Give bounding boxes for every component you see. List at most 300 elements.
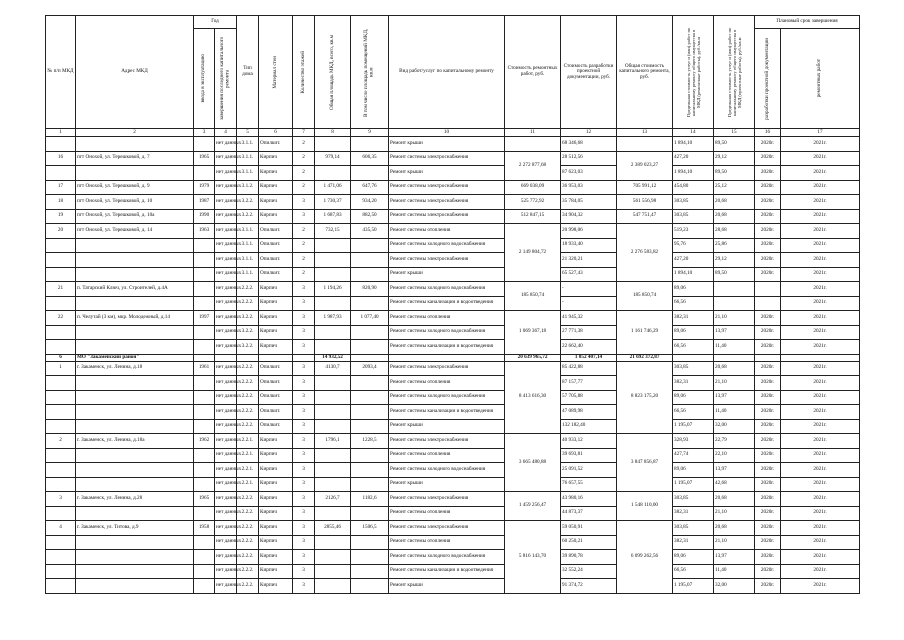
design-cost-cell: 27 771,38 bbox=[561, 325, 617, 340]
total-area-cell bbox=[315, 376, 351, 391]
max-cost-design-cell bbox=[714, 282, 755, 297]
deadline-design-cell bbox=[755, 296, 781, 311]
floors-cell: 3 bbox=[293, 550, 315, 565]
premises-area-cell: 2093,4 bbox=[351, 361, 389, 376]
deadline-design-cell: 2020г. bbox=[755, 477, 781, 492]
empty-cell bbox=[237, 354, 259, 361]
premises-area-cell bbox=[351, 253, 389, 268]
premises-area-cell bbox=[351, 166, 389, 181]
deadline-design-cell: 2020г. bbox=[755, 325, 781, 340]
table-row bbox=[46, 434, 860, 449]
work-type-cell: Ремонт системы отопления bbox=[389, 311, 505, 326]
total-area-cell: 2855,46 bbox=[315, 521, 351, 536]
year-repair-cell: нет данных bbox=[215, 311, 237, 326]
floors-cell: 3 bbox=[293, 296, 315, 311]
row-number bbox=[46, 166, 76, 181]
total-area-cell bbox=[315, 166, 351, 181]
year-repair-cell: нет данных bbox=[215, 224, 237, 239]
max-cost-work-cell: 1 195,07 bbox=[673, 419, 714, 434]
column-number: 17 bbox=[781, 129, 860, 137]
section-name: МО "Закаменский район" bbox=[76, 354, 194, 361]
house-type-cell: 3.2.2. bbox=[237, 209, 259, 224]
year-commission-cell bbox=[194, 564, 215, 579]
deadline-design-cell: 2020г. bbox=[755, 238, 781, 253]
floors-cell: 3 bbox=[293, 521, 315, 536]
column-number: 12 bbox=[561, 129, 617, 137]
house-type-cell: 3.2.2. bbox=[237, 340, 259, 355]
floors-cell: 3 bbox=[293, 463, 315, 478]
floors-cell: 3 bbox=[293, 325, 315, 340]
work-type-cell: Ремонт крыши bbox=[389, 137, 505, 152]
row-number: 1 bbox=[46, 361, 76, 376]
total-area-cell: 732,15 bbox=[315, 224, 351, 239]
table-row bbox=[46, 477, 860, 492]
floors-cell: 3 bbox=[293, 340, 315, 355]
deadline-work-cell: 2021г. bbox=[781, 238, 860, 253]
row-number bbox=[46, 550, 76, 565]
wall-material-cell: Кирпич bbox=[259, 166, 293, 181]
address-cell bbox=[76, 238, 194, 253]
deadline-work-cell: 2021г. bbox=[781, 267, 860, 282]
table-row bbox=[46, 209, 860, 224]
empty-cell bbox=[714, 354, 755, 361]
premises-area-cell bbox=[351, 296, 389, 311]
wall-material-cell: Кирпич bbox=[259, 180, 293, 195]
year-repair-cell: нет данных bbox=[215, 296, 237, 311]
table-row bbox=[46, 550, 860, 565]
deadline-work-cell: 2021г. bbox=[781, 376, 860, 391]
work-type-cell: Ремонт системы электроснабжения bbox=[389, 180, 505, 195]
deadline-design-cell: 2020г. bbox=[755, 492, 781, 507]
repair-cost-cell bbox=[505, 137, 561, 152]
year-commission-cell bbox=[194, 296, 215, 311]
wall-material-cell: Опилкит. bbox=[259, 376, 293, 391]
premises-area-cell: 882,50 bbox=[351, 209, 389, 224]
year-commission-cell bbox=[194, 448, 215, 463]
deadline-design-cell: 2020г. bbox=[755, 267, 781, 282]
max-cost-work-cell: 427,20 bbox=[673, 253, 714, 268]
work-type-cell: Ремонт системы электроснабжения bbox=[389, 434, 505, 449]
year-repair-cell: нет данных bbox=[215, 195, 237, 210]
address-cell: п. Татарский Ключ, ул. Строителей, д.4А bbox=[76, 282, 194, 297]
floors-cell: 3 bbox=[293, 506, 315, 521]
table-row bbox=[46, 448, 860, 463]
max-cost-design-cell: 89,50 bbox=[714, 166, 755, 181]
deadline-work-cell: 2021г. bbox=[781, 535, 860, 550]
work-type-cell: Ремонт системы канализации и водоотведения bbox=[389, 296, 505, 311]
year-commission-cell: 1979 bbox=[194, 180, 215, 195]
max-cost-work-cell: 89,06 bbox=[673, 282, 714, 297]
column-number: 7 bbox=[293, 129, 315, 137]
year-repair-cell: нет данных bbox=[215, 282, 237, 297]
address-cell bbox=[76, 564, 194, 579]
floors-cell: 2 bbox=[293, 151, 315, 166]
total-area-cell: 1796,1 bbox=[315, 434, 351, 449]
design-cost-cell: 36 953,03 bbox=[561, 180, 617, 195]
deadline-work-cell: 2021г. bbox=[781, 434, 860, 449]
year-repair-cell: нет данных bbox=[215, 463, 237, 478]
premises-area-cell bbox=[351, 448, 389, 463]
table-row bbox=[46, 282, 860, 297]
premises-area-cell bbox=[351, 340, 389, 355]
year-commission-cell bbox=[194, 282, 215, 297]
max-cost-work-cell: 303,85 bbox=[673, 361, 714, 376]
wall-material-cell: Кирпич bbox=[259, 535, 293, 550]
deadline-design-cell: 2020г. bbox=[755, 521, 781, 536]
year-repair-cell: нет данных bbox=[215, 390, 237, 405]
address-cell bbox=[76, 137, 194, 152]
year-repair-cell: нет данных bbox=[215, 492, 237, 507]
total-area-cell bbox=[315, 448, 351, 463]
max-cost-work-cell: 382,31 bbox=[673, 506, 714, 521]
table-row bbox=[46, 361, 860, 376]
house-type-cell: 2.2.2. bbox=[237, 492, 259, 507]
repair-cost-cell: 3 665 480,88 bbox=[505, 434, 561, 492]
work-type-cell: Ремонт системы холодного водоснабжения bbox=[389, 238, 505, 253]
premises-area-cell bbox=[351, 564, 389, 579]
year-commission-cell bbox=[194, 405, 215, 420]
max-cost-design-cell: 25,86 bbox=[714, 238, 755, 253]
house-type-cell: 2.2.2. bbox=[237, 579, 259, 594]
row-number: 19 bbox=[46, 209, 76, 224]
deadline-design-cell: 2020г. bbox=[755, 448, 781, 463]
wall-material-cell: Кирпич bbox=[259, 434, 293, 449]
column-number: 15 bbox=[714, 129, 755, 137]
year-commission-cell: 1987 bbox=[194, 195, 215, 210]
year-commission-cell: 1965 bbox=[194, 492, 215, 507]
deadline-work-cell: 2021г. bbox=[781, 325, 860, 340]
total-cost-cell bbox=[617, 137, 673, 152]
deadline-work-cell: 2021г. bbox=[781, 521, 860, 536]
work-type-cell: Ремонт системы отопления bbox=[389, 224, 505, 239]
max-cost-design-cell: 42,68 bbox=[714, 477, 755, 492]
total-area-cell bbox=[315, 340, 351, 355]
row-number bbox=[46, 419, 76, 434]
premises-area-cell bbox=[351, 390, 389, 405]
header-total-cost: Общая стоимость капитального ремонта, руб. bbox=[617, 16, 673, 129]
row-number bbox=[46, 390, 76, 405]
deadline-design-cell: 2020г. bbox=[755, 311, 781, 326]
total-cost-cell: 2 389 023,27 bbox=[617, 151, 673, 180]
total-area-cell bbox=[315, 550, 351, 565]
premises-area-cell: 820,90 bbox=[351, 282, 389, 297]
work-type-cell: Ремонт системы электроснабжения bbox=[389, 521, 505, 536]
premises-area-cell bbox=[351, 477, 389, 492]
deadline-design-cell: 2020г. bbox=[755, 434, 781, 449]
house-type-cell: 3.1.2. bbox=[237, 180, 259, 195]
row-number: 3 bbox=[46, 492, 76, 507]
max-cost-design-cell: 11,40 bbox=[714, 405, 755, 420]
premises-area-cell bbox=[351, 535, 389, 550]
work-type-cell: Ремонт системы холодного водоснабжения bbox=[389, 282, 505, 297]
column-number: 1 bbox=[46, 129, 76, 137]
header-floors: Количество этажей bbox=[293, 16, 315, 129]
wall-material-cell: Опилкит. bbox=[259, 238, 293, 253]
address-cell: г. Закаменск, ул. Титова, д.9 bbox=[76, 521, 194, 536]
max-cost-design-cell: 29,12 bbox=[714, 253, 755, 268]
table-row bbox=[46, 564, 860, 579]
row-number: 16 bbox=[46, 151, 76, 166]
house-type-cell: 2.2.2. bbox=[237, 535, 259, 550]
address-cell bbox=[76, 506, 194, 521]
table-row bbox=[46, 492, 860, 507]
max-cost-design-cell: 21,10 bbox=[714, 376, 755, 391]
total-area-cell: 1 194,26 bbox=[315, 282, 351, 297]
empty-cell bbox=[673, 354, 714, 361]
register-sheet bbox=[45, 15, 860, 594]
table-row bbox=[46, 267, 860, 282]
wall-material-cell: Кирпич bbox=[259, 195, 293, 210]
year-repair-cell: нет данных bbox=[215, 267, 237, 282]
deadline-work-cell: 2021г. bbox=[781, 506, 860, 521]
design-cost-cell: 132 182,40 bbox=[561, 419, 617, 434]
row-number: 18 bbox=[46, 195, 76, 210]
row-number bbox=[46, 448, 76, 463]
premises-area-cell bbox=[351, 267, 389, 282]
premises-area-cell: 647,76 bbox=[351, 180, 389, 195]
design-cost-cell: 91 374,72 bbox=[561, 579, 617, 594]
deadline-work-cell: 2021г. bbox=[781, 579, 860, 594]
repair-cost-cell: 2 149 804,72 bbox=[505, 224, 561, 282]
year-repair-cell: нет данных bbox=[215, 361, 237, 376]
repair-cost-cell: 8 413 616,30 bbox=[505, 361, 561, 434]
header-year-last-repair: завершения последнего капитального ремонта bbox=[215, 29, 237, 129]
table-row bbox=[46, 521, 860, 536]
year-commission-cell: 1962 bbox=[194, 434, 215, 449]
max-cost-design-cell: 20,68 bbox=[714, 361, 755, 376]
design-cost-cell: 59 050,91 bbox=[561, 521, 617, 536]
house-type-cell: 2.2.2. bbox=[237, 282, 259, 297]
max-cost-design-cell: 32,00 bbox=[714, 419, 755, 434]
max-cost-design-cell: 32,00 bbox=[714, 579, 755, 594]
table-row bbox=[46, 325, 860, 340]
year-commission-cell bbox=[194, 390, 215, 405]
year-repair-cell: нет данных bbox=[215, 340, 237, 355]
house-type-cell: 2.2.2. bbox=[237, 564, 259, 579]
deadline-design-cell: 2020г. bbox=[755, 376, 781, 391]
capital-repair-table bbox=[45, 15, 860, 594]
address-cell bbox=[76, 419, 194, 434]
year-repair-cell: нет данных bbox=[215, 448, 237, 463]
row-number bbox=[46, 267, 76, 282]
header-deadline-group: Плановый срок завершения bbox=[755, 16, 860, 29]
total-area-cell bbox=[315, 137, 351, 152]
house-type-cell: 2.2.2. bbox=[237, 296, 259, 311]
floors-cell: 2 bbox=[293, 267, 315, 282]
house-type-cell: 3.1.1. bbox=[237, 151, 259, 166]
work-type-cell: Ремонт системы электроснабжения bbox=[389, 195, 505, 210]
deadline-work-cell: 2021г. bbox=[781, 253, 860, 268]
deadline-work-cell: 2021г. bbox=[781, 137, 860, 152]
empty-cell bbox=[755, 354, 781, 361]
deadline-design-cell: 2020г. bbox=[755, 340, 781, 355]
wall-material-cell: Опилкит. bbox=[259, 224, 293, 239]
design-cost-cell: - bbox=[561, 296, 617, 311]
column-number: 11 bbox=[505, 129, 561, 137]
work-type-cell: Ремонт крыши bbox=[389, 419, 505, 434]
house-type-cell: 3.1.1. bbox=[237, 137, 259, 152]
deadline-design-cell: 2020г. bbox=[755, 137, 781, 152]
max-cost-work-cell: 1 894,10 bbox=[673, 166, 714, 181]
max-cost-work-cell: 303,85 bbox=[673, 521, 714, 536]
premises-area-cell bbox=[351, 419, 389, 434]
deadline-work-cell: 2021г. bbox=[781, 282, 860, 297]
year-commission-cell: 1958 bbox=[194, 521, 215, 536]
row-number bbox=[46, 564, 76, 579]
repair-cost-cell: 1 069 367,18 bbox=[505, 311, 561, 355]
section-area: 14 932,52 bbox=[315, 354, 351, 361]
year-repair-cell: нет данных bbox=[215, 535, 237, 550]
house-type-cell: 2.2.2. bbox=[237, 506, 259, 521]
deadline-design-cell: 2020г. bbox=[755, 419, 781, 434]
design-cost-cell: 25 091,52 bbox=[561, 463, 617, 478]
wall-material-cell: Кирпич bbox=[259, 340, 293, 355]
deadline-work-cell: 2021г. bbox=[781, 448, 860, 463]
header-house-type: Тип дома bbox=[237, 16, 259, 129]
address-cell bbox=[76, 477, 194, 492]
work-type-cell: Ремонт системы канализации и водоотведения bbox=[389, 340, 505, 355]
address-cell: г. Закаменск, ул. Ленина, д.18а bbox=[76, 434, 194, 449]
deadline-work-cell: 2021г. bbox=[781, 405, 860, 420]
deadline-design-cell: 2020г. bbox=[755, 535, 781, 550]
row-number: 4 bbox=[46, 521, 76, 536]
premises-area-cell bbox=[351, 579, 389, 594]
house-type-cell: 2.2.1. bbox=[237, 477, 259, 492]
year-commission-cell bbox=[194, 267, 215, 282]
max-cost-design-cell: 22,79 bbox=[714, 434, 755, 449]
max-cost-work-cell: 427,20 bbox=[673, 151, 714, 166]
deadline-design-cell: 2020г. bbox=[755, 224, 781, 239]
year-commission-cell bbox=[194, 463, 215, 478]
deadline-design-cell: 2020г. bbox=[755, 506, 781, 521]
repair-cost-cell: 669 038,09 bbox=[505, 180, 561, 195]
premises-area-cell: 1506,5 bbox=[351, 521, 389, 536]
total-cost-cell: 561 556,98 bbox=[617, 195, 673, 210]
deadline-work-cell: 2021г. bbox=[781, 564, 860, 579]
house-type-cell: 3.1.1. bbox=[237, 166, 259, 181]
wall-material-cell: Опилкит. bbox=[259, 267, 293, 282]
design-cost-cell: 39 693,81 bbox=[561, 448, 617, 463]
address-cell bbox=[76, 296, 194, 311]
wall-material-cell: Кирпич bbox=[259, 325, 293, 340]
max-cost-work-cell: 66,56 bbox=[673, 296, 714, 311]
work-type-cell: Ремонт системы электроснабжения bbox=[389, 253, 505, 268]
work-type-cell: Ремонт крыши bbox=[389, 166, 505, 181]
year-repair-cell: нет данных bbox=[215, 376, 237, 391]
repair-cost-cell: 525 772,92 bbox=[505, 195, 561, 210]
floors-cell: 3 bbox=[293, 376, 315, 391]
year-commission-cell: 1965 bbox=[194, 151, 215, 166]
floors-cell: 2 bbox=[293, 180, 315, 195]
total-area-cell bbox=[315, 535, 351, 550]
house-type-cell: 3.1.1. bbox=[237, 224, 259, 239]
deadline-work-cell: 2021г. bbox=[781, 390, 860, 405]
deadline-work-cell: 2021г. bbox=[781, 224, 860, 239]
section-design-cost: 1 052 407,14 bbox=[561, 354, 617, 361]
column-number: 6 bbox=[259, 129, 293, 137]
max-cost-design-cell: 13,97 bbox=[714, 463, 755, 478]
address-cell bbox=[76, 376, 194, 391]
total-area-cell bbox=[315, 564, 351, 579]
house-type-cell: 3.2.2. bbox=[237, 325, 259, 340]
table-row bbox=[46, 224, 860, 239]
row-number bbox=[46, 477, 76, 492]
max-cost-work-cell: 303,85 bbox=[673, 195, 714, 210]
design-cost-cell: 43 980,16 bbox=[561, 492, 617, 507]
deadline-work-cell: 2021г. bbox=[781, 477, 860, 492]
floors-cell: 2 bbox=[293, 253, 315, 268]
work-type-cell: Ремонт системы холодного водоснабжения bbox=[389, 390, 505, 405]
design-cost-cell: 76 657,55 bbox=[561, 477, 617, 492]
max-cost-work-cell: 66,56 bbox=[673, 340, 714, 355]
deadline-design-cell: 2020г. bbox=[755, 564, 781, 579]
design-cost-cell: - bbox=[561, 282, 617, 297]
column-number: 4 bbox=[215, 129, 237, 137]
floors-cell: 3 bbox=[293, 564, 315, 579]
column-number-row bbox=[46, 129, 860, 137]
house-type-cell: 3.2.2. bbox=[237, 195, 259, 210]
floors-cell: 2 bbox=[293, 166, 315, 181]
row-number: 22 bbox=[46, 311, 76, 326]
max-cost-work-cell: 519,23 bbox=[673, 224, 714, 239]
header-deadline-work: ремонтных работ bbox=[781, 29, 860, 129]
max-cost-work-cell: 89,06 bbox=[673, 390, 714, 405]
max-cost-design-cell: 29,12 bbox=[714, 151, 755, 166]
work-type-cell: Ремонт системы холодного водоснабжения bbox=[389, 550, 505, 565]
max-cost-design-cell bbox=[714, 296, 755, 311]
section-row bbox=[46, 354, 860, 361]
header-premises-area: В том числе площадь помещений МКД, кв.м bbox=[351, 16, 389, 129]
premises-area-cell bbox=[351, 137, 389, 152]
design-cost-cell: 68 346,68 bbox=[561, 137, 617, 152]
max-cost-design-cell: 13,97 bbox=[714, 390, 755, 405]
house-type-cell: 2.2.2. bbox=[237, 521, 259, 536]
empty-cell bbox=[194, 354, 215, 361]
year-commission-cell bbox=[194, 477, 215, 492]
row-number bbox=[46, 238, 76, 253]
design-cost-cell: 87 623,03 bbox=[561, 166, 617, 181]
floors-cell: 3 bbox=[293, 311, 315, 326]
wall-material-cell: Кирпич bbox=[259, 151, 293, 166]
year-commission-cell: 1990 bbox=[194, 209, 215, 224]
premises-area-cell bbox=[351, 405, 389, 420]
address-cell bbox=[76, 448, 194, 463]
floors-cell: 3 bbox=[293, 405, 315, 420]
year-commission-cell bbox=[194, 506, 215, 521]
row-number bbox=[46, 579, 76, 594]
row-number bbox=[46, 340, 76, 355]
address-cell bbox=[76, 390, 194, 405]
table-row bbox=[46, 405, 860, 420]
table-row bbox=[46, 195, 860, 210]
floors-cell: 3 bbox=[293, 361, 315, 376]
floors-cell: 3 bbox=[293, 492, 315, 507]
total-area-cell bbox=[315, 463, 351, 478]
table-row bbox=[46, 180, 860, 195]
table-row bbox=[46, 137, 860, 152]
max-cost-work-cell: 328,93 bbox=[673, 434, 714, 449]
row-number bbox=[46, 376, 76, 391]
house-type-cell: 2.2.1. bbox=[237, 434, 259, 449]
house-type-cell: 3.1.1. bbox=[237, 267, 259, 282]
address-cell bbox=[76, 166, 194, 181]
table-row bbox=[46, 376, 860, 391]
year-repair-cell: нет данных bbox=[215, 434, 237, 449]
max-cost-design-cell: 11,40 bbox=[714, 340, 755, 355]
house-type-cell: 2.2.2. bbox=[237, 376, 259, 391]
year-repair-cell: нет данных bbox=[215, 477, 237, 492]
max-cost-design-cell: 20,68 bbox=[714, 492, 755, 507]
